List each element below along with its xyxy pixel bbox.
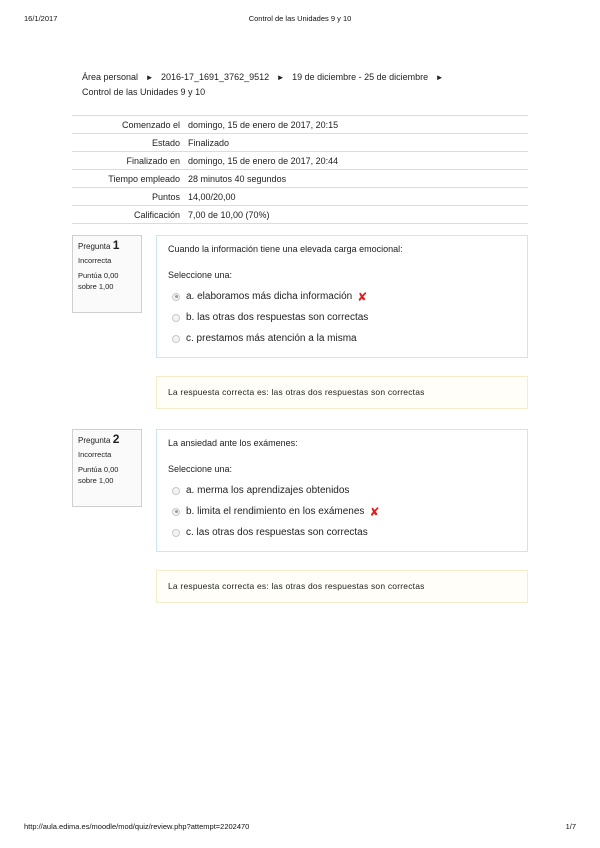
breadcrumb-arrow-icon: ►	[435, 73, 444, 82]
answer-option-label: c. las otras dos respuestas son correctas	[186, 527, 368, 538]
question-label: Pregunta	[78, 242, 111, 251]
summary-row-time-taken	[72, 170, 528, 188]
print-title: Control de las Unidades 9 y 10	[248, 14, 352, 23]
question-text: Cuando la información tiene una elevada carga emocional:	[168, 244, 403, 254]
answer-option-label: a. elaboramos más dicha información	[186, 291, 353, 302]
summary-label: Finalizado en	[126, 155, 180, 166]
answer-options	[168, 286, 516, 349]
summary-value: domingo, 15 de enero de 2017, 20:44	[188, 155, 339, 166]
summary-value: 7,00 de 10,00 (70%)	[188, 209, 270, 220]
answer-option-label: c. prestamos más atención a la misma	[186, 333, 357, 344]
summary-value: 28 minutos 40 segundos	[188, 173, 287, 184]
answer-option[interactable]	[168, 501, 516, 522]
answer-option[interactable]	[168, 328, 516, 349]
question-state: Incorrecta	[78, 256, 112, 265]
summary-label: Puntos	[151, 191, 180, 202]
breadcrumb-current[interactable]: Control de las Unidades 9 y 10	[82, 87, 206, 97]
radio-button[interactable]	[172, 293, 180, 301]
question-number-value: 2	[112, 432, 120, 446]
print-page-number: 1/7	[565, 822, 576, 831]
answer-option-label: a. merma los aprendizajes obtenidos	[186, 485, 350, 496]
summary-label: Calificación	[133, 209, 180, 220]
summary-label: Comenzado el	[121, 119, 180, 130]
question-text: La ansiedad ante los exámenes:	[168, 438, 298, 448]
radio-button[interactable]	[172, 487, 180, 495]
print-header	[24, 14, 576, 26]
question-state: Incorrecta	[78, 450, 112, 459]
breadcrumb-arrow-icon: ►	[276, 73, 285, 82]
answer-option[interactable]	[168, 307, 516, 328]
radio-button[interactable]	[172, 335, 180, 343]
breadcrumb-home[interactable]: Área personal	[82, 72, 139, 82]
breadcrumb-course[interactable]: 2016-17_1691_3762_9512	[161, 72, 270, 82]
answer-option[interactable]	[168, 522, 516, 543]
question-formulation	[156, 235, 528, 358]
question-formulation	[156, 429, 528, 552]
cross-icon: ✘	[357, 289, 368, 304]
attempt-summary-table	[72, 115, 528, 224]
radio-button[interactable]	[172, 314, 180, 322]
breadcrumb-section[interactable]: 19 de diciembre - 25 de diciembre	[292, 72, 429, 82]
question-info	[72, 235, 142, 313]
answer-option[interactable]	[168, 480, 516, 501]
summary-value: 14,00/20,00	[188, 191, 236, 202]
summary-value: Finalizado	[188, 137, 230, 148]
summary-row-finished	[72, 152, 528, 170]
question-grade: Puntúa 0,00 sobre 1,00	[78, 465, 119, 485]
question-label: Pregunta	[78, 436, 111, 445]
cross-icon: ✘	[369, 504, 380, 519]
question-number-value: 1	[112, 238, 120, 252]
summary-value: domingo, 15 de enero de 2017, 20:15	[188, 119, 339, 130]
summary-row-started	[72, 116, 528, 134]
summary-row-marks	[72, 188, 528, 206]
radio-button[interactable]	[172, 508, 180, 516]
question-feedback: La respuesta correcta es: las otras dos respuestas son correctas	[156, 570, 528, 603]
summary-label: Tiempo empleado	[108, 173, 180, 184]
summary-row-grade	[72, 206, 528, 224]
breadcrumb-arrow-icon: ►	[145, 73, 154, 82]
summary-row-state	[72, 134, 528, 152]
question-grade: Puntúa 0,00 sobre 1,00	[78, 271, 119, 291]
answer-option-label: b. limita el rendimiento en los exámenes	[186, 506, 365, 517]
question-info	[72, 429, 142, 507]
question-feedback: La respuesta correcta es: las otras dos respuestas son correctas	[156, 376, 528, 409]
radio-button[interactable]	[172, 529, 180, 537]
answer-option-label: b. las otras dos respuestas son correctas	[186, 312, 369, 323]
summary-label: Estado	[151, 137, 180, 148]
answer-prompt: Seleccione una:	[168, 464, 233, 474]
print-url: http://aula.edima.es/moodle/mod/quiz/review.php?attempt=2202470	[24, 822, 250, 831]
print-footer	[24, 822, 576, 834]
print-date: 16/1/2017	[24, 14, 58, 23]
breadcrumb	[82, 70, 482, 100]
question-number	[78, 240, 136, 252]
answer-options	[168, 480, 516, 543]
answer-option[interactable]	[168, 286, 516, 307]
answer-prompt: Seleccione una:	[168, 270, 233, 280]
question-number	[78, 434, 136, 446]
